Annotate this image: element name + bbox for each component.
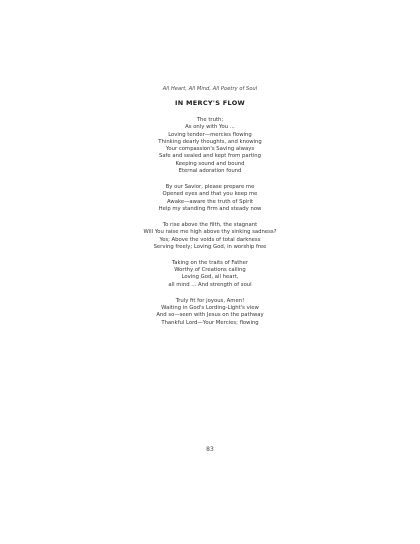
poem-line: Eternal adoration found xyxy=(178,168,242,175)
stanza-2 xyxy=(0,184,420,213)
poem-line: Awake—aware the truth of Spirit xyxy=(166,198,254,205)
poem-line: By our Savior, please prepare me xyxy=(165,184,255,191)
poem-line: Taking on the traits of Father xyxy=(171,259,249,266)
page-number: 83 xyxy=(206,446,214,453)
poem-title: IN MERCY'S FLOW xyxy=(175,99,245,107)
poem-line: Help my standing firm and steady now xyxy=(158,205,262,212)
poem-line: To rise above the filth, the stagnant xyxy=(162,221,258,228)
poem-line: Will You raise me high above thy sinking sadness? xyxy=(143,229,277,236)
poem-line: Opened eyes and that you keep me xyxy=(162,191,258,198)
running-header: All Heart, All Mind, All Poetry of Soul xyxy=(162,86,258,92)
poem-line: Your compassion's Saving always xyxy=(165,146,255,153)
poem-line: Yes; Above the voids of total darkness xyxy=(159,236,261,243)
poem-line: Thinking dearly thoughts, and knowing xyxy=(158,138,262,145)
stanza-1 xyxy=(0,117,420,175)
poem-line: Loving God, all heart, xyxy=(181,274,239,281)
poem-line: As only with You ... xyxy=(185,124,235,131)
poem-line: Safe and sealed and kept from parting xyxy=(158,153,262,160)
poem-line: Thankful Lord—Your Mercies; flowing xyxy=(161,319,259,326)
poem-line: Loving tender—mercies flowing xyxy=(168,131,252,138)
poem-line: Truly fit for joyous, Amen! xyxy=(175,297,245,304)
poem-line: Waiting in God's Lording-Light's view xyxy=(161,304,259,311)
stanza-3 xyxy=(0,222,420,251)
poem-line: all mind ... And strength of soul xyxy=(168,281,252,288)
poem-line: Serving freely; Loving God, in worship free xyxy=(153,243,267,250)
poem-line: The truth; xyxy=(196,117,224,123)
stanza-5 xyxy=(0,298,420,327)
poem-body xyxy=(0,117,420,336)
stanza-4 xyxy=(0,260,420,289)
poem-line: And so—seen with Jesus on the pathway xyxy=(156,312,264,319)
poem-line: Worthy of Creations calling xyxy=(174,267,246,274)
poem-line: Keeping sound and bound xyxy=(175,160,245,167)
